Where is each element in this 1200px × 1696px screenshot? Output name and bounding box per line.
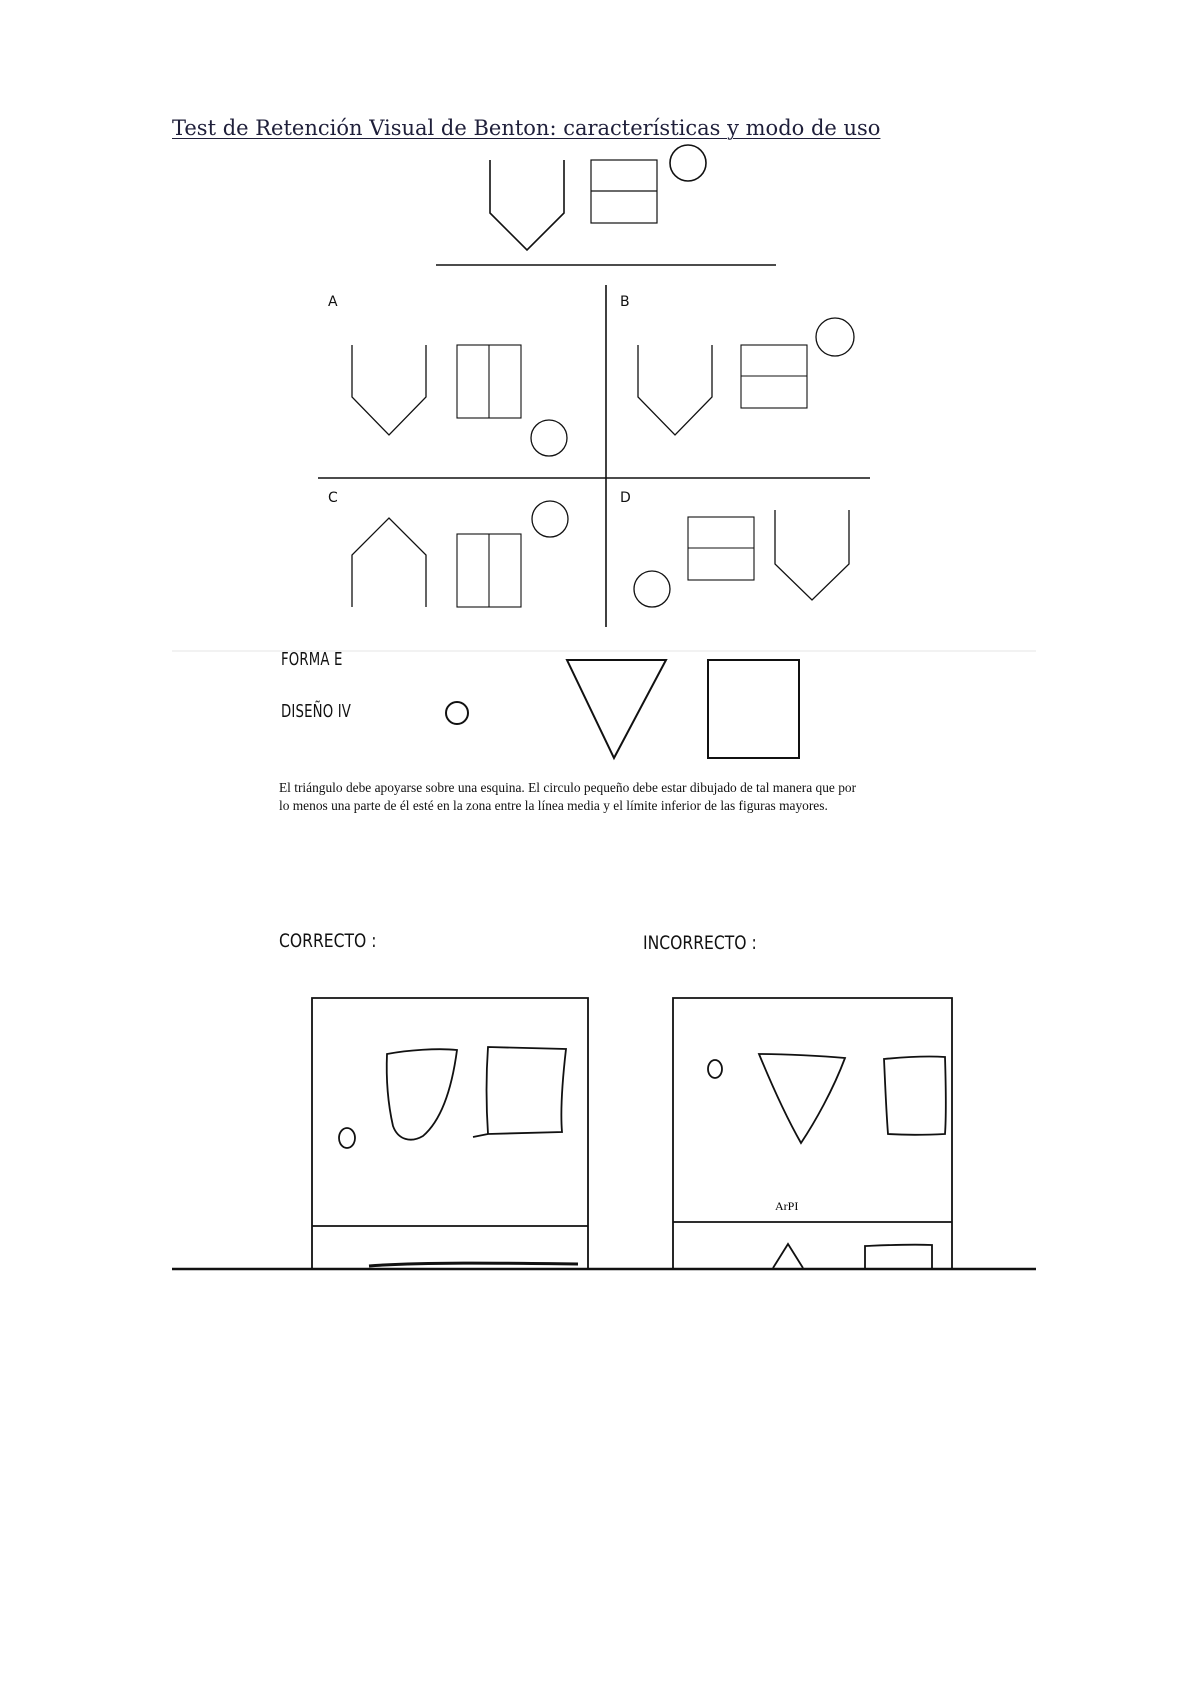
design-iv-figures: [446, 660, 799, 758]
option-label-a: A: [328, 294, 338, 310]
option-b-figures: [638, 318, 854, 435]
design-iv-triangle: [567, 660, 666, 758]
option-c-figures: [352, 501, 568, 607]
stimulus-pentagon: [490, 160, 564, 250]
incorrect-mark: ArPI: [775, 1199, 799, 1213]
instruction-line: lo menos una parte de él esté en la zona entre la línea media y el límite inferior de las figuras mayores.: [279, 798, 828, 813]
option-label-b: B: [620, 294, 630, 310]
correct-label: CORRECTO :: [279, 930, 377, 952]
design-label: DISEÑO IV: [281, 701, 352, 722]
option-label-c: C: [328, 490, 338, 506]
instruction-line: El triángulo debe apoyarse sobre una esquina. El circulo pequeño debe estar dibujado de tal manera que por: [279, 780, 857, 795]
incorrect-example-panel: [673, 998, 952, 1268]
option-a-figures: [352, 345, 567, 456]
stimulus-rectangle: [591, 160, 657, 223]
stimulus-design: [490, 145, 706, 250]
correct-example-panel: [312, 998, 588, 1268]
design-instruction: [279, 779, 979, 815]
document-title: Test de Retención Visual de Benton: características y modo de uso: [172, 116, 881, 140]
option-d-figures: [634, 510, 849, 607]
stimulus-circle: [670, 145, 706, 181]
option-label-d: D: [620, 490, 631, 506]
design-iv-square: [708, 660, 799, 758]
design-iv-circle: [446, 702, 468, 724]
form-label: FORMA E: [281, 649, 343, 670]
incorrect-label: INCORRECTO :: [643, 932, 757, 954]
